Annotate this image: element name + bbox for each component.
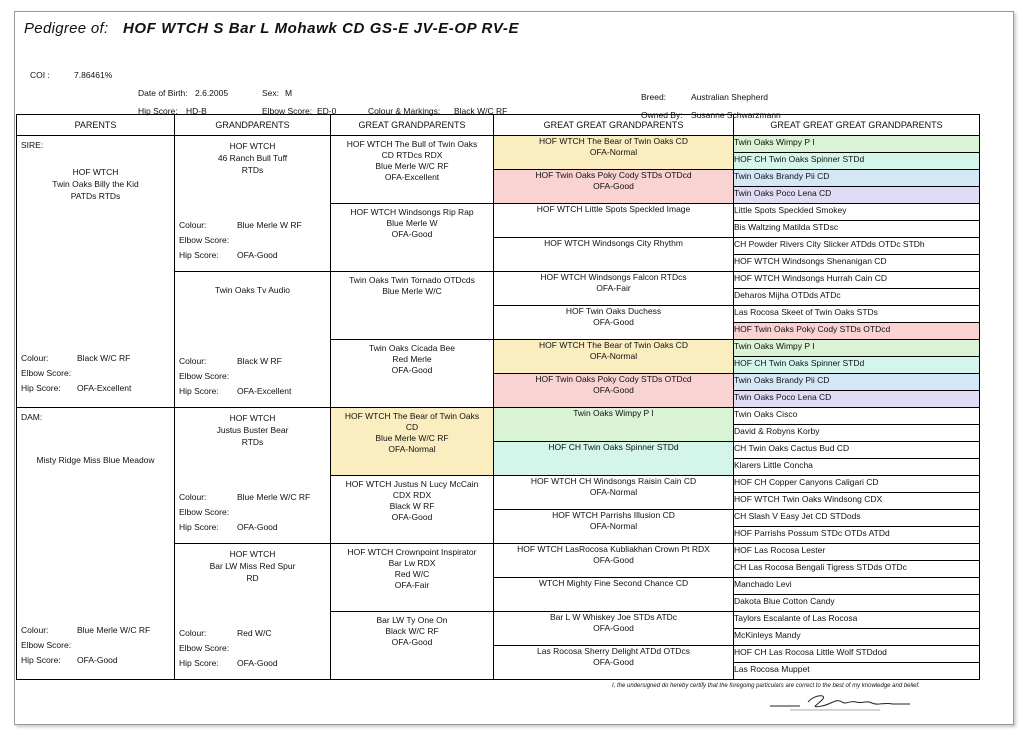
ggg-grandparent-cell: Las Rocosa Muppet <box>734 663 980 680</box>
great-grandparent-name: HOF WTCH Windsongs Rip Rap Blue Merle W OFA-Good <box>350 207 474 239</box>
parent-cell <box>17 408 175 680</box>
ggg-grandparent-cell: Twin Oaks Wimpy P I <box>734 340 980 357</box>
ggg-grandparent-cell: David & Robyns Korby <box>734 425 980 442</box>
grandparent-elbow-line <box>179 371 328 386</box>
hip-label: Hip Score: <box>179 385 219 396</box>
ggg-grandparent-cell: Twin Oaks Poco Lena CD <box>734 187 980 204</box>
sex-label: Sex: <box>262 88 280 98</box>
grandparent-details <box>179 492 328 537</box>
parent-role: SIRE: <box>21 140 44 150</box>
ggg-grandparent-cell: HOF WTCH Windsongs Shenanigan CD <box>734 255 980 272</box>
grandparent-colour-line <box>179 628 328 643</box>
hip-value: OFA-Good <box>237 657 278 668</box>
hip-value: OFA-Excellent <box>77 383 132 394</box>
gg-grandparent-name: Bar L W Whiskey Joe STDs ATDc OFA-Good <box>549 612 678 633</box>
great-grandparent-name: Bar LW Ty One On Black W/C RF OFA-Good <box>376 615 448 647</box>
great-grandparent-cell <box>331 476 494 544</box>
elbow-label: Elbow Score: <box>179 642 230 653</box>
grandparent-cell <box>175 136 331 272</box>
gg-grandparent-cell <box>494 510 734 544</box>
ggg-grandparent-cell: HOF CH Copper Canyons Caligari CD <box>734 476 980 493</box>
hip-label: Hip Score: <box>138 106 178 116</box>
title-label: Pedigree of: <box>24 20 109 37</box>
grandparent-inner <box>175 136 330 269</box>
great-grandparent-name: Twin Oaks Twin Tornado OTDcds Blue Merle W/C <box>349 275 475 296</box>
gg-grandparent-cell <box>494 544 734 578</box>
hip-value: OFA-Good <box>237 249 278 260</box>
ggg-grandparent-cell: HOF Parrishs Possum STDc OTDs ATDd <box>734 527 980 544</box>
great-grandparent-cell <box>331 204 494 272</box>
coi-label: COI : <box>30 70 50 80</box>
ggg-grandparent-cell: HOF WTCH Twin Oaks Windsong CDX <box>734 493 980 510</box>
signature-icon <box>760 690 920 712</box>
gg-grandparent-name: HOF Twin Oaks Duchess OFA-Good <box>565 306 662 327</box>
breed-label: Breed: <box>641 92 667 102</box>
ggg-grandparent-cell: CH Las Rocosa Bengali Tigress STDds OTDc <box>734 561 980 578</box>
grandparent-hip-line <box>179 658 328 673</box>
gg-grandparent-cell <box>494 272 734 306</box>
grandparent-name: Twin Oaks Tv Audio <box>215 285 290 295</box>
parent-elbow-line <box>21 640 172 655</box>
col-header-gg-grandparents: GREAT GREAT GRANDPARENTS <box>494 115 734 136</box>
hip-label: Hip Score: <box>21 383 61 394</box>
grandparent-hip-line <box>179 522 328 537</box>
grandparent-hip-line <box>179 250 328 265</box>
gg-grandparent-name: HOF CH Twin Oaks Spinner STDd <box>548 442 679 452</box>
colour-value: Blue Merle W/C RF <box>77 625 151 636</box>
gg-grandparent-name: HOF WTCH Windsongs City Rhythm <box>544 238 683 248</box>
gg-grandparent-cell <box>494 476 734 510</box>
ggg-grandparent-cell: CH Powder Rivers City Slicker ATDds OTDc STDh <box>734 238 980 255</box>
hip-label: Hip Score: <box>179 657 219 668</box>
colour-label: Colour: <box>179 219 207 230</box>
sex-value: M <box>285 88 293 98</box>
colour-value: Black W/C RF <box>454 106 508 116</box>
colour-value: Blue Merle W/C RF <box>237 491 311 502</box>
parent-colour-line <box>21 625 172 640</box>
gg-grandparent-cell <box>494 374 734 408</box>
certify-text: I, the undersigned do hereby certify that the foregoing particulars are correct to the best of my knowledge and belief. <box>612 683 920 689</box>
grandparent-name: HOF WTCH Bar LW Miss Red Spur RD <box>209 549 296 583</box>
grandparent-colour-line <box>179 356 328 371</box>
gg-grandparent-name: HOF WTCH LasRocosa Kubliakhan Crown Pt RDX OFA-Good <box>517 544 710 565</box>
parent-hip-line <box>21 655 172 670</box>
hip-value: OFA-Good <box>77 655 118 666</box>
owner-value: Susanne Schwarzmann <box>691 110 781 120</box>
ggg-grandparent-cell: Twin Oaks Brandy Pii CD <box>734 170 980 187</box>
parent-details <box>21 625 172 670</box>
grandparent-cell <box>175 272 331 408</box>
ggg-grandparent-cell: HOF Twin Oaks Poky Cody STDs OTDcd <box>734 323 980 340</box>
col-header-grandparents: GRANDPARENTS <box>175 115 331 136</box>
gg-grandparent-name: HOF WTCH Parrishs Illusion CD OFA-Normal <box>552 510 675 531</box>
great-grandparent-cell <box>331 136 494 204</box>
ggg-grandparent-cell: Twin Oaks Brandy Pii CD <box>734 374 980 391</box>
great-grandparent-cell <box>331 340 494 408</box>
great-grandparent-name: HOF WTCH Justus N Lucy McCain CDX RDX Black W RF OFA-Good <box>345 479 479 522</box>
ggg-grandparent-cell: HOF CH Twin Oaks Spinner STDd <box>734 153 980 170</box>
pedigree-table <box>16 114 980 680</box>
elbow-label: Elbow Score: <box>21 640 72 651</box>
ggg-grandparent-cell: Deharos Mijha OTDds ATDc <box>734 289 980 306</box>
grandparent-elbow-line <box>179 643 328 658</box>
parent-inner <box>17 136 174 402</box>
colour-value: Red W/C <box>237 627 272 638</box>
ggg-grandparent-cell: Twin Oaks Cisco <box>734 408 980 425</box>
great-grandparent-name: HOF WTCH The Bear of Twin Oaks CD Blue Merle W/C RF OFA-Normal <box>344 411 480 454</box>
elbow-label: Elbow Score: <box>21 368 72 379</box>
colour-value: Black W RF <box>237 355 282 366</box>
great-grandparent-name: Twin Oaks Cicada Bee Red Merle OFA-Good <box>369 343 455 375</box>
colour-label: Colour: <box>179 491 207 502</box>
elbow-value: ED-0 <box>317 106 337 116</box>
ggg-grandparent-cell: Manchado Levi <box>734 578 980 595</box>
ggg-grandparent-cell: CH Twin Oaks Cactus Bud CD <box>734 442 980 459</box>
gg-grandparent-cell <box>494 170 734 204</box>
hip-label: Hip Score: <box>179 249 219 260</box>
grandparent-colour-line <box>179 220 328 235</box>
grandparent-elbow-line <box>179 507 328 522</box>
gg-grandparent-name: HOF Twin Oaks Poky Cody STDs OTDcd OFA-Good <box>535 170 692 191</box>
ggg-grandparent-cell: Las Rocosa Skeet of Twin Oaks STDs <box>734 306 980 323</box>
ggg-grandparent-cell: McKinleys Mandy <box>734 629 980 646</box>
elbow-label: Elbow Score: <box>179 370 230 381</box>
grandparent-details <box>179 220 328 265</box>
owner-label: Owned By: <box>641 110 683 120</box>
page-title <box>24 20 519 37</box>
grandparent-inner <box>175 408 330 541</box>
grandparent-name: HOF WTCH Justus Buster Bear RTDs <box>216 413 289 447</box>
great-grandparent-cell <box>331 612 494 680</box>
gg-grandparent-cell <box>494 136 734 170</box>
great-grandparent-cell <box>331 272 494 340</box>
parent-hip-line <box>21 383 172 398</box>
colour-value: Blue Merle W RF <box>237 219 302 230</box>
great-grandparent-cell <box>331 544 494 612</box>
parent-name: HOF WTCH Twin Oaks Billy the Kid PATDs RTDs <box>52 167 139 201</box>
col-header-ggg-grandparents: GREAT GREAT GREAT GRANDPARENTS <box>734 115 980 136</box>
ggg-grandparent-cell: HOF WTCH Windsongs Hurrah Cain CD <box>734 272 980 289</box>
colour-label: Colour: <box>21 353 49 364</box>
table-row <box>17 408 980 425</box>
ggg-grandparent-cell: Twin Oaks Wimpy P I <box>734 136 980 153</box>
parent-colour-line <box>21 353 172 368</box>
gg-grandparent-cell <box>494 340 734 374</box>
grandparent-colour-line <box>179 492 328 507</box>
parent-name: Misty Ridge Miss Blue Meadow <box>36 455 155 465</box>
col-header-great-grandparents: GREAT GRANDPARENTS <box>331 115 494 136</box>
parent-inner <box>17 408 174 674</box>
grandparent-details <box>179 628 328 673</box>
hip-label: Hip Score: <box>21 655 61 666</box>
hip-value: OFA-Excellent <box>237 385 292 396</box>
parent-details <box>21 353 172 398</box>
grandparent-inner <box>175 544 330 677</box>
column-header-row <box>17 115 980 136</box>
parent-role: DAM: <box>21 412 43 422</box>
gg-grandparent-name: HOF WTCH The Bear of Twin Oaks CD OFA-Normal <box>539 136 688 157</box>
ggg-grandparent-cell: Klarers Little Concha <box>734 459 980 476</box>
ggg-grandparent-cell: HOF Las Rocosa Lester <box>734 544 980 561</box>
breed-value: Australian Shepherd <box>691 92 769 102</box>
great-grandparent-name: HOF WTCH Crownpoint Inspirator Bar Lw RDX Red W/C OFA-Fair <box>347 547 477 590</box>
colour-label: Colour & Markings: <box>368 106 441 116</box>
parent-elbow-line <box>21 368 172 383</box>
coi-value: 7.86461% <box>74 70 113 80</box>
ggg-grandparent-cell: Dakota Blue Cotton Candy <box>734 595 980 612</box>
great-grandparent-name: HOF WTCH The Bull of Twin Oaks CD RTDcs RDX Blue Merle W/C RF OFA-Excellent <box>346 139 478 182</box>
grandparent-cell <box>175 544 331 680</box>
gg-grandparent-name: HOF WTCH The Bear of Twin Oaks CD OFA-Normal <box>539 340 688 361</box>
gg-grandparent-cell <box>494 204 734 238</box>
colour-label: Colour: <box>21 625 49 636</box>
parent-cell <box>17 136 175 408</box>
col-header-parents: PARENTS <box>17 115 175 136</box>
gg-grandparent-cell <box>494 646 734 680</box>
grandparent-inner <box>175 272 330 405</box>
elbow-label: Elbow Score: <box>179 234 230 245</box>
ggg-grandparent-cell: Bis Waltzing Matilda STDsc <box>734 221 980 238</box>
gg-grandparent-name: Twin Oaks Wimpy P I <box>573 408 654 418</box>
gg-grandparent-name: HOF WTCH Little Spots Speckled Image <box>536 204 691 214</box>
grandparent-hip-line <box>179 386 328 401</box>
gg-grandparent-cell <box>494 238 734 272</box>
hip-value: OFA-Good <box>237 521 278 532</box>
colour-value: Black W/C RF <box>77 353 131 364</box>
gg-grandparent-name: HOF Twin Oaks Poky Cody STDs OTDcd OFA-Good <box>535 374 692 395</box>
dog-name: HOF WTCH S Bar L Mohawk CD GS-E JV-E-OP RV-E <box>122 20 520 37</box>
gg-grandparent-name: WTCH Mighty Fine Second Chance CD <box>538 578 689 588</box>
colour-label: Colour: <box>179 627 207 638</box>
ggg-grandparent-cell: CH Slash V Easy Jet CD STDods <box>734 510 980 527</box>
hip-label: Hip Score: <box>179 521 219 532</box>
ggg-grandparent-cell: HOF CH Las Rocosa Little Wolf STDdod <box>734 646 980 663</box>
gg-grandparent-cell <box>494 408 734 442</box>
dob-label: Date of Birth: <box>138 88 188 98</box>
grandparent-details <box>179 356 328 401</box>
ggg-grandparent-cell: Taylors Escalante of Las Rocosa <box>734 612 980 629</box>
elbow-label: Elbow Score: <box>262 106 313 116</box>
ggg-grandparent-cell: Twin Oaks Poco Lena CD <box>734 391 980 408</box>
dob-value: 2.6.2005 <box>195 88 229 98</box>
gg-grandparent-cell <box>494 578 734 612</box>
grandparent-name: HOF WTCH 46 Ranch Bull Tuff RTDs <box>217 141 288 175</box>
gg-grandparent-cell <box>494 612 734 646</box>
ggg-grandparent-cell: HOF CH Twin Oaks Spinner STDd <box>734 357 980 374</box>
gg-grandparent-cell <box>494 442 734 476</box>
grandparent-cell <box>175 408 331 544</box>
gg-grandparent-cell <box>494 306 734 340</box>
ggg-grandparent-cell: Little Spots Speckled Smokey <box>734 204 980 221</box>
elbow-label: Elbow Score: <box>179 506 230 517</box>
grandparent-elbow-line <box>179 235 328 250</box>
colour-label: Colour: <box>179 355 207 366</box>
table-row <box>17 136 980 153</box>
great-grandparent-cell <box>331 408 494 476</box>
hip-value: HD-B <box>186 106 207 116</box>
gg-grandparent-name: HOF WTCH CH Windsongs Raisin Cain CD OFA-Normal <box>530 476 697 497</box>
gg-grandparent-name: Las Rocosa Sherry Delight ATDd OTDcs OFA-Good <box>537 646 690 667</box>
gg-grandparent-name: HOF WTCH Windsongs Falcon RTDcs OFA-Fair <box>540 272 687 293</box>
